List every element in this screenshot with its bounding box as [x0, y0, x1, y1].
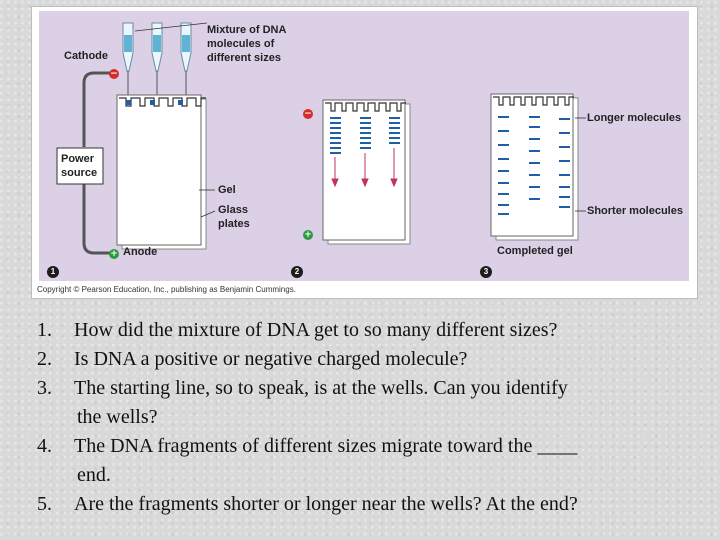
anode-positive-sign: + [110, 249, 118, 259]
question-4-number: 4. [37, 435, 52, 457]
step-2-badge: 2 [291, 266, 303, 278]
pipette-3 [181, 23, 191, 95]
mixture-label-line-2: molecules of [207, 38, 275, 50]
question-3-text: The starting line, so to speak, is at the wells. Can you identify [74, 377, 568, 399]
gel-1 [117, 95, 206, 249]
mixture-pointer [135, 23, 207, 31]
question-5 [37, 490, 707, 519]
pipette-1 [123, 23, 133, 95]
step-3-badge: 3 [480, 266, 492, 278]
question-2-text: Is DNA a positive or negative charged molecule? [74, 348, 468, 370]
gel-electrophoresis-figure [31, 6, 698, 299]
question-5-number: 5. [37, 493, 52, 515]
question-1 [37, 316, 707, 345]
mixture-label-line-1: Mixture of DNA [207, 24, 287, 36]
question-2 [37, 345, 707, 374]
question-3 [37, 374, 707, 432]
glass-label-line-1: Glass [218, 204, 248, 216]
diagram-svg [39, 11, 689, 281]
panel2-negative-sign: − [304, 109, 312, 119]
question-4 [37, 432, 707, 490]
gel-3 [491, 94, 578, 240]
copyright-notice: Copyright © Pearson Education, Inc., publishing as Benjamin Cummings. [37, 285, 296, 294]
mixture-label-line-3: different sizes [207, 52, 281, 64]
question-3-text-continued: the wells? [77, 406, 158, 428]
longer-molecules-label: Longer molecules [587, 112, 682, 124]
question-1-text: How did the mixture of DNA get to so many different sizes? [74, 319, 558, 341]
question-3-number: 3. [37, 377, 52, 399]
pipettes [123, 23, 207, 95]
panel2-positive-sign: + [304, 230, 312, 240]
question-2-number: 2. [37, 348, 52, 370]
completed-gel-label: Completed gel [497, 245, 573, 257]
question-1-number: 1. [37, 319, 52, 341]
cathode-label: Cathode [64, 50, 108, 62]
power-label-line-1: Power [61, 153, 95, 165]
power-label-line-2: source [61, 167, 98, 179]
glass-label-line-2: plates [218, 218, 250, 230]
gel-2 [323, 100, 410, 244]
question-4-text: The DNA fragments of different sizes migrate toward the ____ [74, 435, 578, 457]
shorter-molecules-label: Shorter molecules [587, 205, 683, 217]
gel-label: Gel [218, 184, 236, 196]
cathode-negative-sign: − [110, 69, 118, 79]
question-4-text-continued: end. [77, 464, 111, 486]
figure-panel [39, 11, 689, 281]
question-5-text: Are the fragments shorter or longer near the wells? At the end? [74, 493, 578, 515]
anode-label: Anode [123, 246, 158, 258]
question-list [37, 316, 707, 519]
step-1-badge: 1 [47, 266, 59, 278]
pipette-2 [152, 23, 162, 95]
